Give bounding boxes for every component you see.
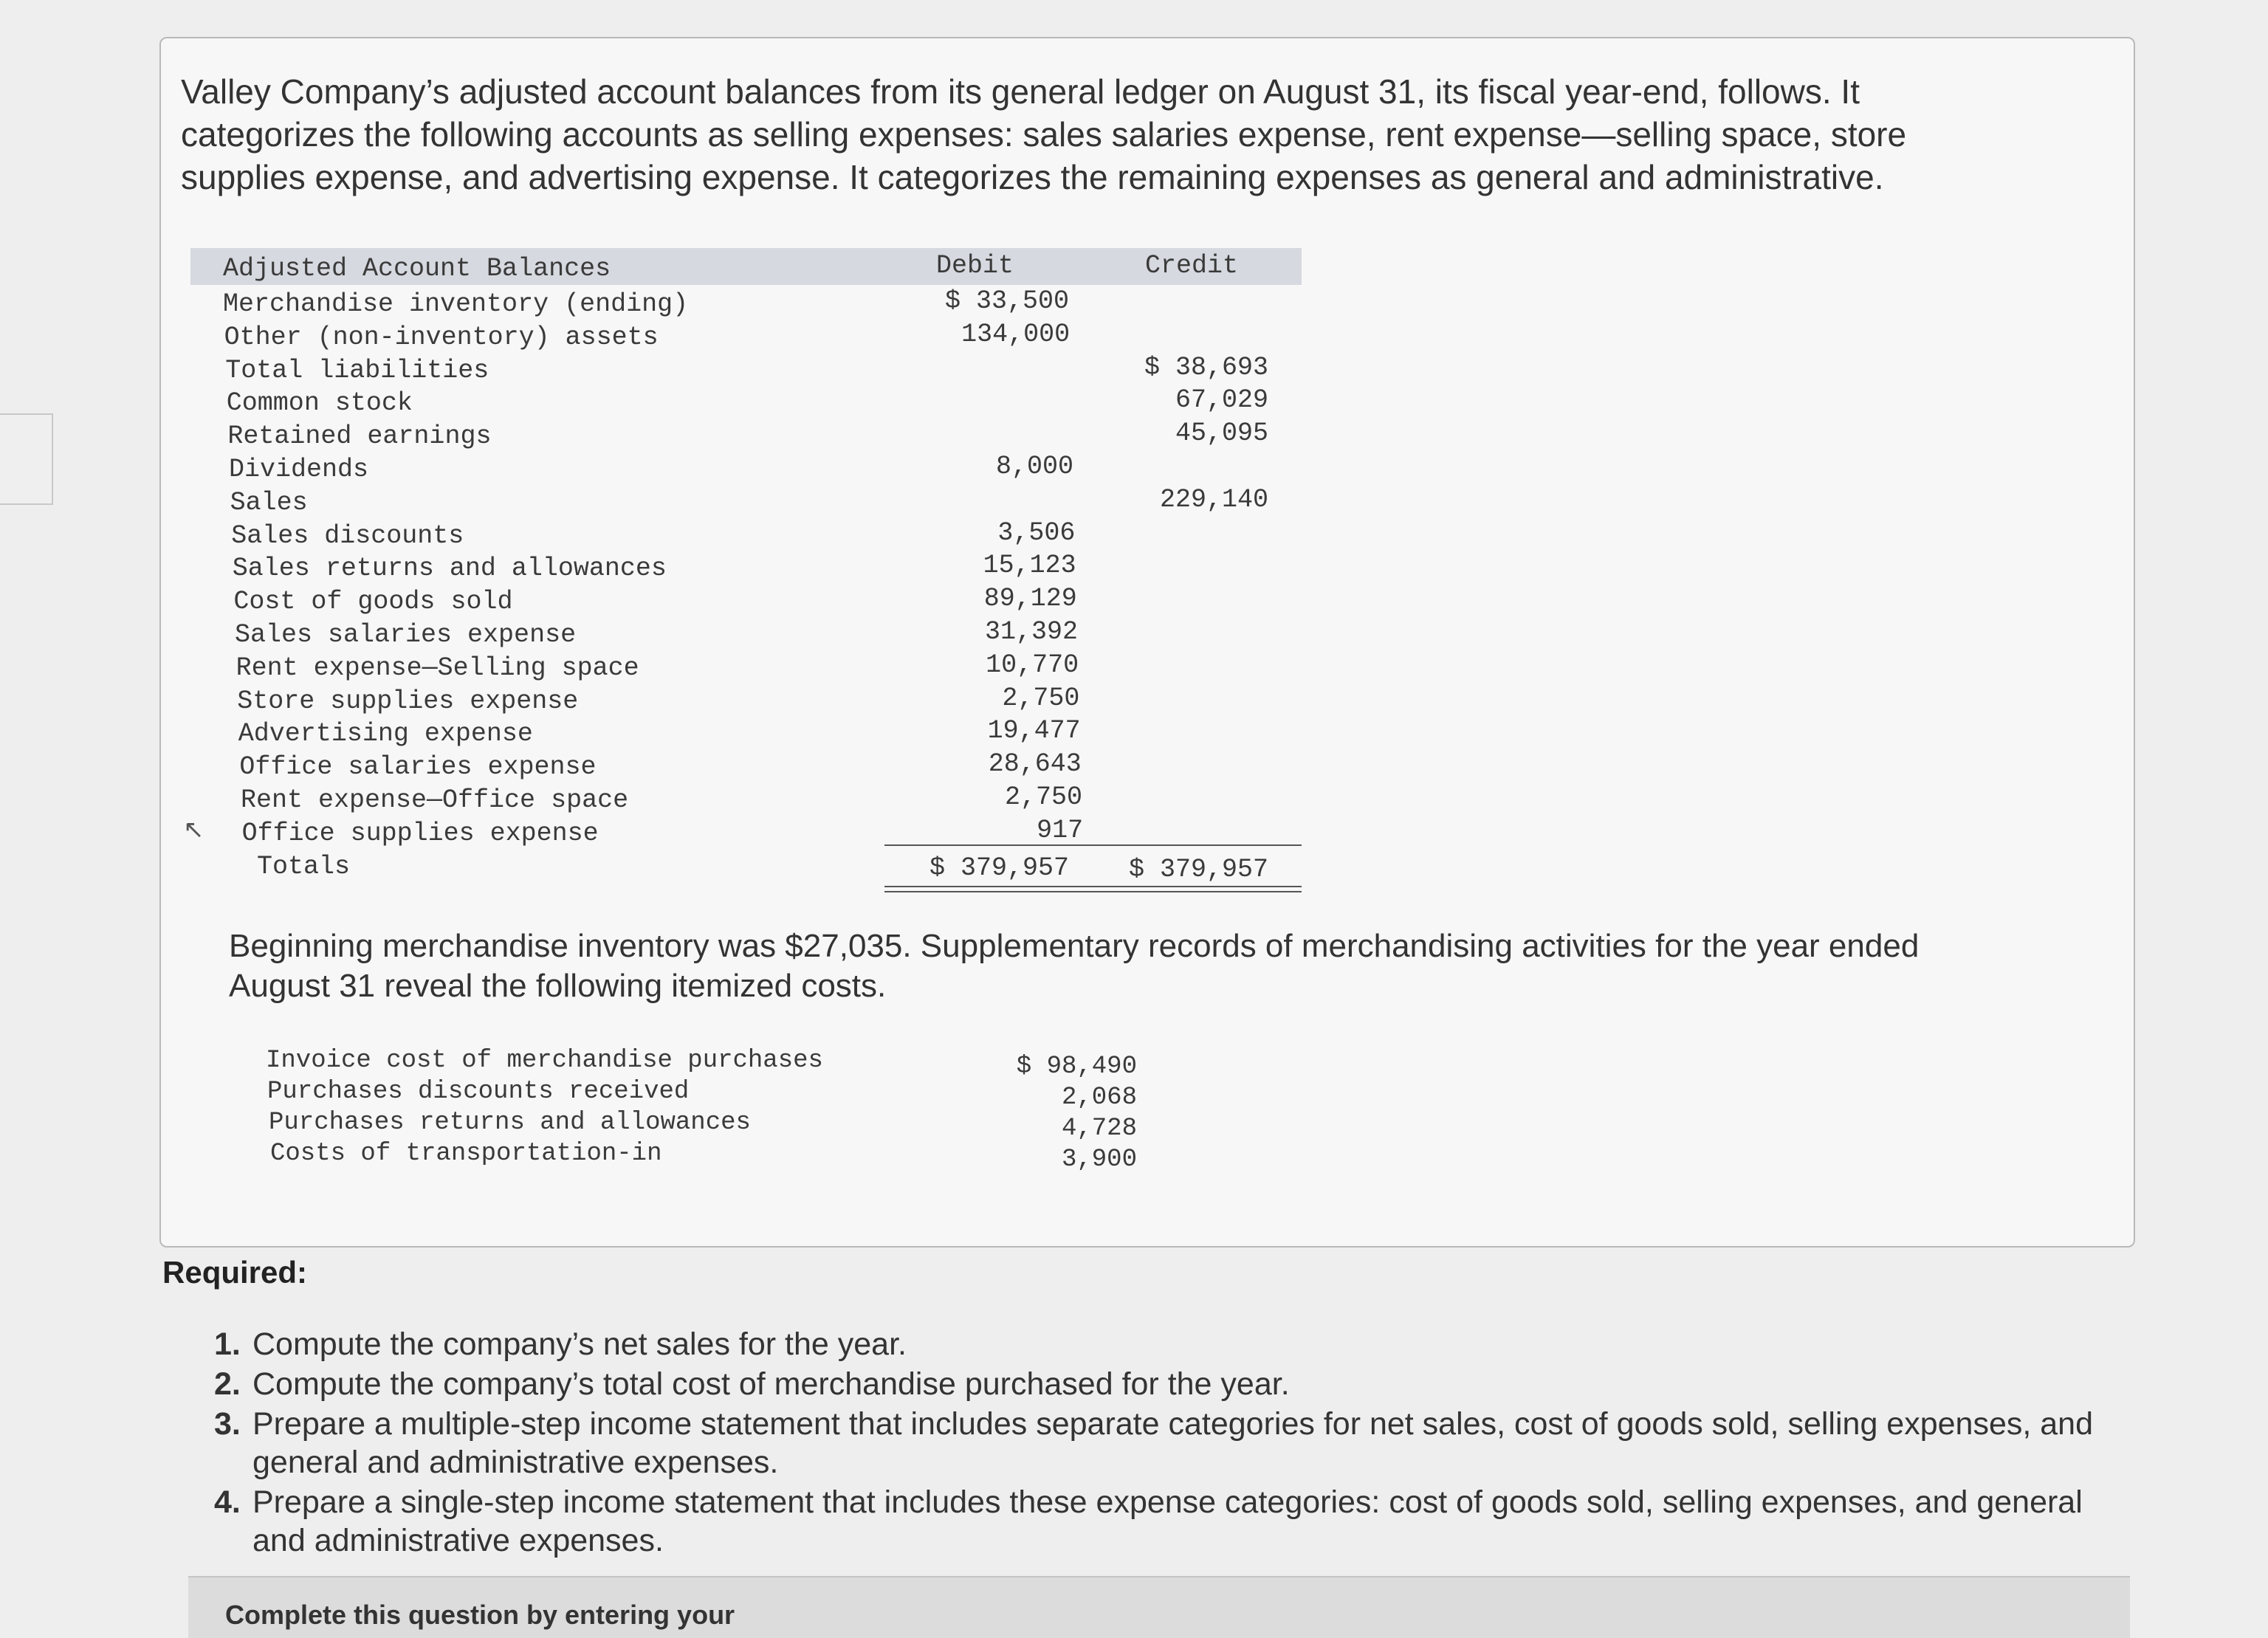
table-row-label: Common stock	[226, 388, 413, 419]
table-row-label: Office salaries expense	[239, 752, 597, 782]
required-item-text: Compute the company’s net sales for the year.	[252, 1326, 907, 1362]
table-row-label: Sales salaries expense	[235, 620, 577, 650]
totals-top-rule	[884, 844, 1302, 846]
table-row-label: Store supplies expense	[237, 686, 579, 716]
table-row-label: Rent expense—Office space	[241, 785, 629, 815]
supplementary-row-value: 3,900	[1061, 1146, 1137, 1174]
bottom-instruction-bar	[188, 1576, 2130, 1638]
table-row-label: Cost of goods sold	[233, 587, 513, 617]
supplementary-row-value: 2,068	[1061, 1084, 1137, 1112]
table-row-label: Retained earnings	[227, 421, 492, 452]
table-row-debit: 2,750	[1002, 683, 1080, 713]
required-list	[214, 1325, 2134, 1561]
required-item-number: 4.	[214, 1484, 241, 1520]
table-row-credit: 67,029	[1175, 385, 1268, 416]
required-item	[214, 1405, 2134, 1482]
table-row-debit: 89,129	[983, 584, 1077, 614]
table-row-credit: 45,095	[1175, 419, 1268, 449]
table-row-label: Office supplies expense	[241, 818, 599, 848]
table-row-label: Merchandise inventory (ending)	[223, 289, 689, 319]
bottom-instruction-text: Complete this question by entering your	[225, 1600, 735, 1630]
table-row-label: Dividends	[229, 455, 369, 484]
table-row-label: Sales returns and allowances	[232, 554, 667, 584]
table-row-debit: 3,506	[997, 517, 1076, 548]
table-row-debit: 15,123	[983, 551, 1076, 581]
required-item-text: Prepare a single-step income statement that includes these expense categories: cost of goods sold, selling expenses, and general and administrative expenses.	[252, 1484, 2083, 1558]
table-row-debit: 19,477	[987, 716, 1081, 746]
table-row-debit: 8,000	[995, 452, 1073, 481]
supplementary-row-value: $ 98,490	[1016, 1053, 1137, 1081]
table-row-credit: 229,140	[1159, 484, 1268, 515]
required-item-text: Compute the company’s total cost of merchandise purchased for the year.	[252, 1366, 1290, 1402]
supplementary-row-value: 4,728	[1061, 1115, 1137, 1143]
table-row-label: Total liabilities	[225, 355, 489, 385]
table-row-label: Rent expense—Selling space	[236, 653, 639, 683]
totals-label: Totals	[257, 852, 351, 881]
table-header-credit: Credit	[1145, 251, 1239, 281]
table-row-debit: 28,643	[988, 749, 1082, 780]
table-row-label: Advertising expense	[238, 719, 533, 749]
table-row-debit: $ 33,500	[944, 286, 1069, 316]
left-edge-tab	[0, 413, 53, 505]
required-item-number: 2.	[214, 1366, 241, 1402]
table-row-debit: 917	[1037, 815, 1084, 845]
intro-paragraph: Valley Company’s adjusted account balances from its general ledger on August 31, its fiscal year-end, follows. It categorizes the following accounts as selling expenses: sales salaries expense, rent expense—selling space, store supplies expense, and advertising expense. It categorizes the remaining expenses as general and administrative.	[181, 72, 1907, 196]
table-row-debit: 31,392	[984, 617, 1078, 647]
supplementary-row-label: Costs of transportation-in	[270, 1140, 662, 1168]
table-header-label: Adjusted Account Balances	[223, 254, 611, 283]
required-heading: Required:	[162, 1255, 308, 1290]
totals-double-rule	[884, 886, 1302, 892]
required-item	[214, 1365, 2134, 1403]
required-item-number: 3.	[214, 1406, 241, 1442]
table-row-label: Other (non-inventory) assets	[224, 322, 659, 352]
supplementary-row-label: Purchases discounts received	[267, 1078, 690, 1106]
required-item-text: Prepare a multiple-step income statement that includes separate categories for net sales, cost of goods sold, selling expenses, and general and administrative expenses.	[252, 1406, 2094, 1480]
supplementary-row-label: Purchases returns and allowances	[269, 1109, 751, 1137]
table-row-label: Sales discounts	[231, 520, 464, 551]
table-row-label: Sales	[230, 487, 308, 517]
totals-debit: $ 379,957	[929, 853, 1069, 883]
totals-credit: $ 379,957	[1128, 855, 1268, 884]
adjusted-balances-table	[190, 248, 1302, 898]
required-item	[214, 1325, 2134, 1363]
supplementary-row-label: Invoice cost of merchandise purchases	[266, 1047, 823, 1075]
table-row-debit: 10,770	[986, 650, 1079, 680]
required-item	[214, 1483, 2134, 1560]
beginning-inventory-paragraph: Beginning merchandise inventory was $27,035. Supplementary records of merchandising activities for the year ended August 31 reveal the following itemized costs.	[229, 928, 1920, 1004]
supplementary-costs-table	[266, 1047, 1189, 1187]
table-row-debit: 2,750	[1004, 782, 1082, 812]
cursor-arrow-icon: ↖	[183, 816, 205, 844]
required-item-number: 1.	[214, 1326, 241, 1362]
table-row-debit: 134,000	[961, 319, 1071, 349]
table-row-credit: $ 38,693	[1144, 352, 1268, 382]
table-header-debit: Debit	[936, 251, 1014, 281]
